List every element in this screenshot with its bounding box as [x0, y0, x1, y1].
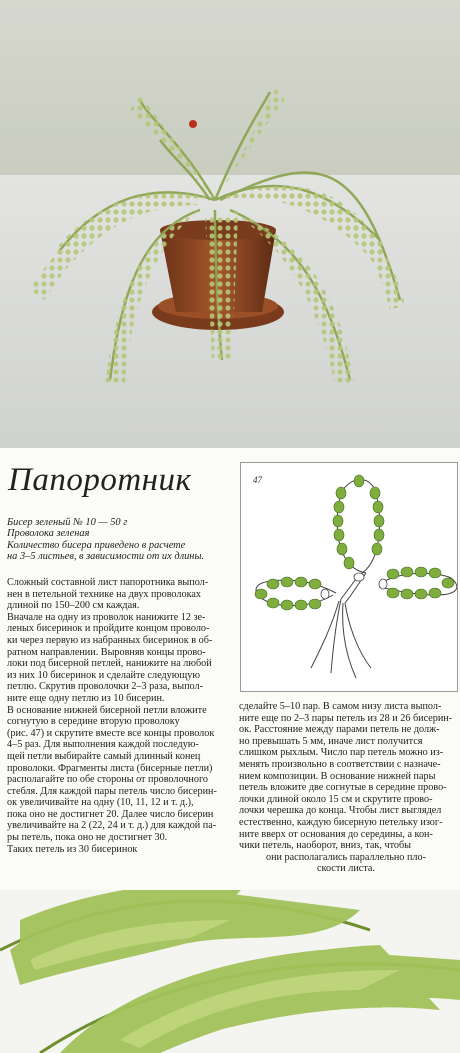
text-line: Вначале на одну из проволок нанижите 12 зе- — [7, 611, 206, 623]
text-line: чики петель, наоборот, вниз, так, чтобы — [239, 840, 412, 852]
text-line: увеличивайте на 2 (22, 24 и т. д.) для каждой па- — [7, 820, 217, 832]
fern-leaf-photo — [0, 890, 460, 1053]
instructions-right-column — [239, 701, 453, 875]
text-line: Таких петель из 30 бисеринок — [7, 843, 138, 855]
text-line: Сложный составной лист папоротника выпол- — [7, 577, 209, 588]
fern-plant-photo — [0, 0, 460, 448]
text-line: естественно, каждую бисерную петельку изог- — [239, 816, 443, 828]
text-line: щей петли выбирайте самый длинный конец — [7, 750, 201, 762]
text-line: нен в петельной технике на двух проволоках — [7, 588, 201, 600]
text-line: ните еще по 2–3 пары петель из 28 и 26 бисерин- — [239, 712, 453, 724]
text-line: длиной по 150–200 см каждая. — [7, 600, 140, 612]
text-line: петель вложите две согнутые в середине прово- — [239, 782, 447, 794]
text-line: сделайте 5–10 пар. В самом низу листа выпол- — [239, 701, 442, 712]
text-line: ок. Расстояние между парами петель не долж- — [239, 724, 440, 736]
text-line: леных бисеринок и пройдите концом проволо- — [7, 623, 210, 635]
text-line: (рис. 47) и скрутите вместе все концы проволок — [7, 727, 215, 739]
text-line: слишком рыхлым. Число пар петель можно из- — [239, 747, 444, 759]
text-line: ратном направлении. Выровняв концы прово- — [7, 646, 206, 658]
materials-list — [7, 517, 237, 562]
text-line: располагайте по обе стороны от проволочного — [7, 774, 208, 786]
text-line: стебля. Для каждой пары петель число бисерин- — [7, 785, 217, 797]
text-line: 4–5 раз. Для выполнения каждой последую- — [7, 739, 199, 751]
text-line: В основание нижней бисерной петли вложите — [7, 704, 207, 716]
figure-number: 47 — [253, 475, 262, 485]
text-line: ры петель, пока оно не достигнет 30. — [7, 832, 168, 844]
text-line: но превышать 5 мм, иначе лист получится — [239, 735, 423, 747]
text-line: ок увеличивайте на одну (10, 11, 12 и т. д.), — [7, 797, 194, 809]
text-line: лочки длиной около 15 см и скрутите прово- — [239, 793, 433, 805]
material-line: на 3–5 листьев, в зависимости от их длины. — [7, 550, 205, 562]
bead-loop-diagram — [240, 462, 458, 692]
text-line: петлю. Скрутив проволочки 2–3 раза, выпол- — [7, 681, 203, 693]
text-line: нием композиции. В основание нижней пары — [239, 770, 436, 782]
text-line: ните еще одну петлю из 10 бисерин. — [7, 692, 165, 704]
text-line: ки через первую из набранных бисеринок в об- — [7, 634, 213, 646]
text-line: скости листа. — [317, 863, 375, 875]
text-line: они располагались параллельно пло- — [266, 851, 426, 863]
material-line: Проволока зеленая — [7, 528, 90, 540]
instructions-left-column — [7, 577, 237, 855]
material-line: Бисер зеленый № 10 — 50 г — [7, 517, 128, 528]
text-line: ните вверх от основания до середины, а кон- — [239, 828, 433, 840]
text-line: лочки черешка до конца. Чтобы лист выглядел — [239, 805, 442, 817]
text-line: проволоки. Фрагменты листа (бисерные петли) — [7, 762, 213, 774]
text-line: согнутую в середине вторую проволоку — [7, 716, 180, 728]
page-title: Папоротник — [8, 462, 192, 498]
material-line: Количество бисера приведено в расчете — [7, 539, 186, 551]
text-line: менять произвольно в соответствии с назначе- — [239, 758, 441, 770]
text-line: из них 10 бисеринок и сделайте следующую — [7, 669, 200, 681]
text-line: пока оно не достигнет 20. Далее число бисерин — [7, 808, 214, 820]
text-line: локи под бисерной петлей, нанижите на любой — [7, 658, 212, 670]
